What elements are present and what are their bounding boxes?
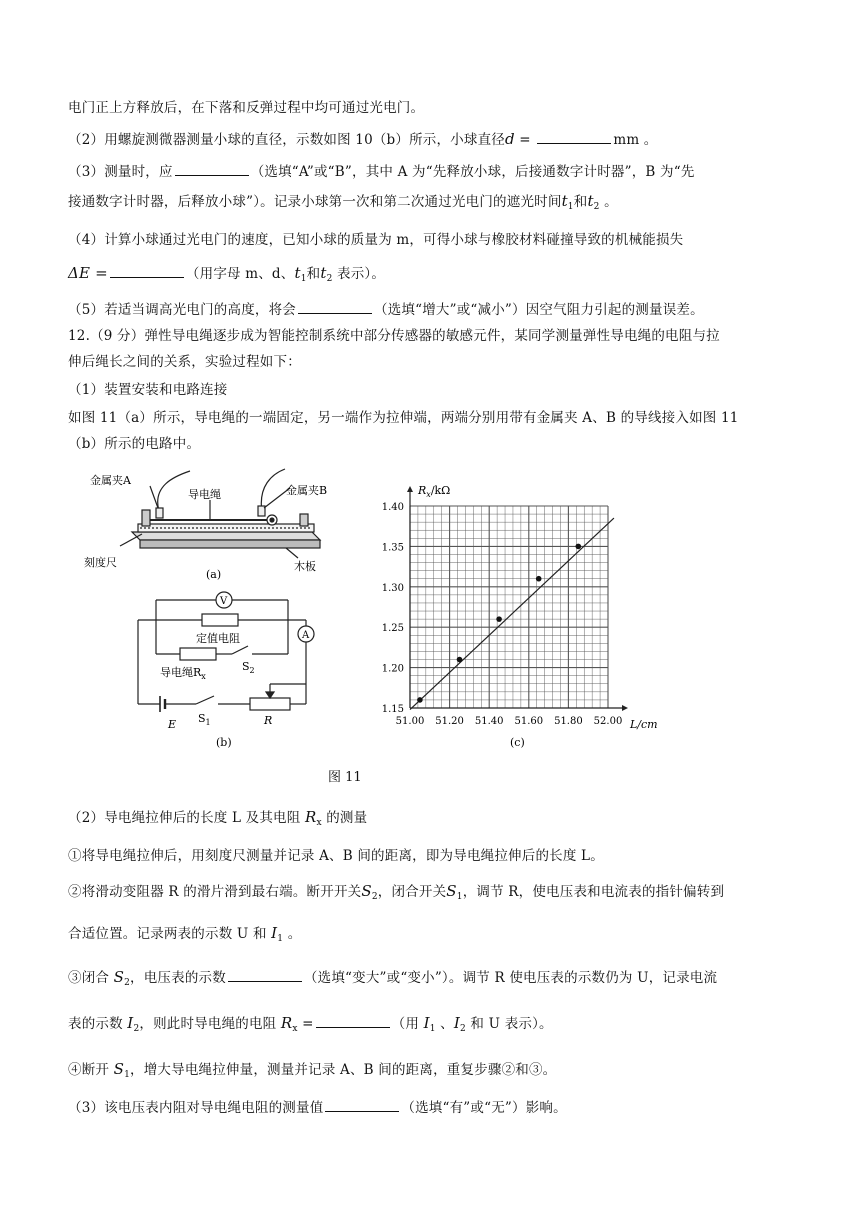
question-4-cont: ΔE = （用字母 m、d、$t_1$和$t_2$ 表示）。	[68, 264, 386, 284]
question-3: （3）测量时，应 （选填“A”或“B”，其中 A 为“先释放小球，后接通数字计时器”，B 为“先	[68, 164, 695, 180]
y-tick-label: 1.35	[381, 542, 404, 554]
answer-blank-influence[interactable]	[325, 1099, 399, 1112]
question-4: （4）计算小球通过光电门的速度，已知小球的质量为 m，可得小球与橡胶材料碰撞导致的机械能损失	[68, 232, 684, 248]
voltmeter-symbol: V	[220, 596, 228, 607]
y-tick-label: 1.40	[381, 502, 404, 513]
text-line: 伸后绳长之间的关系，实验过程如下：	[68, 354, 301, 370]
answer-blank-voltage[interactable]	[228, 969, 302, 982]
text-line: 电门正上方释放后，在下落和反弹过程中均可通过光电门。	[68, 100, 425, 116]
figure-c-label: (c)	[510, 736, 525, 749]
question-3-cont: 接通数字计时器，后释放小球”）。记录小球第一次和第二次通过光电门的遮光时间$t_1$和$t_2$ 。	[68, 192, 618, 212]
switch-s2-label: $S_2$	[242, 660, 255, 675]
battery-label: E	[168, 718, 177, 731]
rheostat-label: R	[264, 714, 273, 727]
answer-blank-order[interactable]	[175, 163, 249, 176]
answer-blank-energy[interactable]	[110, 265, 184, 278]
y-tick-label: 1.30	[381, 582, 404, 594]
step-3-cont: 表的示数 $I_2$，则此时导电绳的电阻 $R_x$ = （用 $I_1$ 、$I_2$ 和 U 表示）。	[68, 1014, 553, 1034]
board-label: 木板	[294, 560, 316, 573]
x-axis-arrow	[622, 705, 628, 711]
x-tick-label: 51.20	[435, 716, 464, 727]
switch-s1-label: $S_1$	[198, 712, 211, 727]
question-2: （2）用螺旋测微器测量小球的直径，示数如图 10（b）所示，小球直径d = mm 。	[68, 130, 658, 148]
section-heading: （2）导电绳拉伸后的长度 L 及其电阻 $R_x$ 的测量	[68, 808, 368, 828]
data-point	[496, 616, 502, 622]
clip-b-label: 金属夹B	[286, 484, 328, 497]
y-tick-label: 1.20	[381, 663, 404, 675]
figure-b-circuit	[120, 588, 335, 750]
data-point	[457, 657, 463, 663]
x-axis-label: L/cm	[630, 718, 658, 731]
ammeter-symbol: A	[302, 630, 310, 641]
data-point	[417, 697, 423, 703]
y-axis-label: $R_x/k\Omega$	[418, 484, 451, 499]
answer-blank-resistance[interactable]	[316, 1015, 390, 1028]
text-line: （b）所示的电路中。	[68, 436, 201, 452]
fixed-resistor-label: 定值电阻	[196, 632, 240, 645]
rope-label: 导电绳	[188, 488, 221, 501]
figure-a-label: (a)	[206, 568, 222, 581]
y-tick-label: 1.25	[381, 623, 404, 635]
x-tick-label: 52.00	[593, 716, 623, 727]
question-12-3: （3）该电压表内阻对导电绳电阻的测量值 （选填“有”或“无”）影响。	[68, 1100, 567, 1116]
chart-grid	[407, 486, 628, 711]
figure-a-apparatus	[80, 466, 340, 586]
data-point	[536, 576, 542, 582]
x-tick-label: 51.00	[395, 716, 425, 727]
answer-blank-diameter[interactable]	[537, 131, 611, 144]
step-3: ③闭合 $S_2$，电压表的示数 （选填“变大”或“变小”）。调节 R 使电压表的示数仍为 U，记录电流	[68, 968, 718, 988]
step-1: ①将导电绳拉伸后，用刻度尺测量并记录 A、B 间的距离，即为导电绳拉伸后的长度 L。	[68, 848, 604, 864]
section-heading: （1）装置安装和电路连接	[68, 382, 228, 398]
step-2-cont: 合适位置。记录两表的示数 U 和 $I_1$ 。	[68, 924, 302, 944]
x-tick-label: 51.60	[514, 716, 544, 727]
text-line: 如图 11（a）所示，导电绳的一端固定，另一端作为拉伸端，两端分别用带有金属夹 A、B 的导线接入如图 11	[68, 410, 739, 426]
question-5: （5）若适当调高光电门的高度，将会 （选填“增大”或“减小”）因空气阻力引起的测量误差。	[68, 302, 704, 318]
ruler-label: 刻度尺	[84, 556, 117, 569]
data-point	[576, 544, 582, 550]
y-axis-arrow	[407, 486, 413, 492]
step-2: ②将滑动变阻器 R 的滑片滑到最右端。断开开关$S_2$，闭合开关$S_1$，调节 R，使电压表和电流表的指针偏转到	[68, 882, 725, 902]
x-tick-label: 51.80	[554, 716, 583, 727]
clip-a-label: 金属夹A	[90, 474, 131, 487]
figure-caption: 图 11	[328, 770, 362, 785]
x-tick-label: 51.40	[474, 716, 504, 727]
figure-b-label: (b)	[216, 736, 232, 749]
y-tick-label: 1.15	[381, 704, 404, 715]
rope-resistor-label: 导电绳$R_x$	[160, 666, 206, 681]
problem-12: 12.（9 分）弹性导电绳逐步成为智能控制系统中部分传感器的敏感元件，某同学测量弹性导电绳的电阻与拉	[68, 328, 720, 344]
step-4: ④断开 $S_1$，增大导电绳拉伸量，测量并记录 A、B 间的距离，重复步骤②和③。	[68, 1060, 557, 1080]
figure-c-chart	[370, 476, 680, 751]
answer-blank-error[interactable]	[298, 301, 372, 314]
